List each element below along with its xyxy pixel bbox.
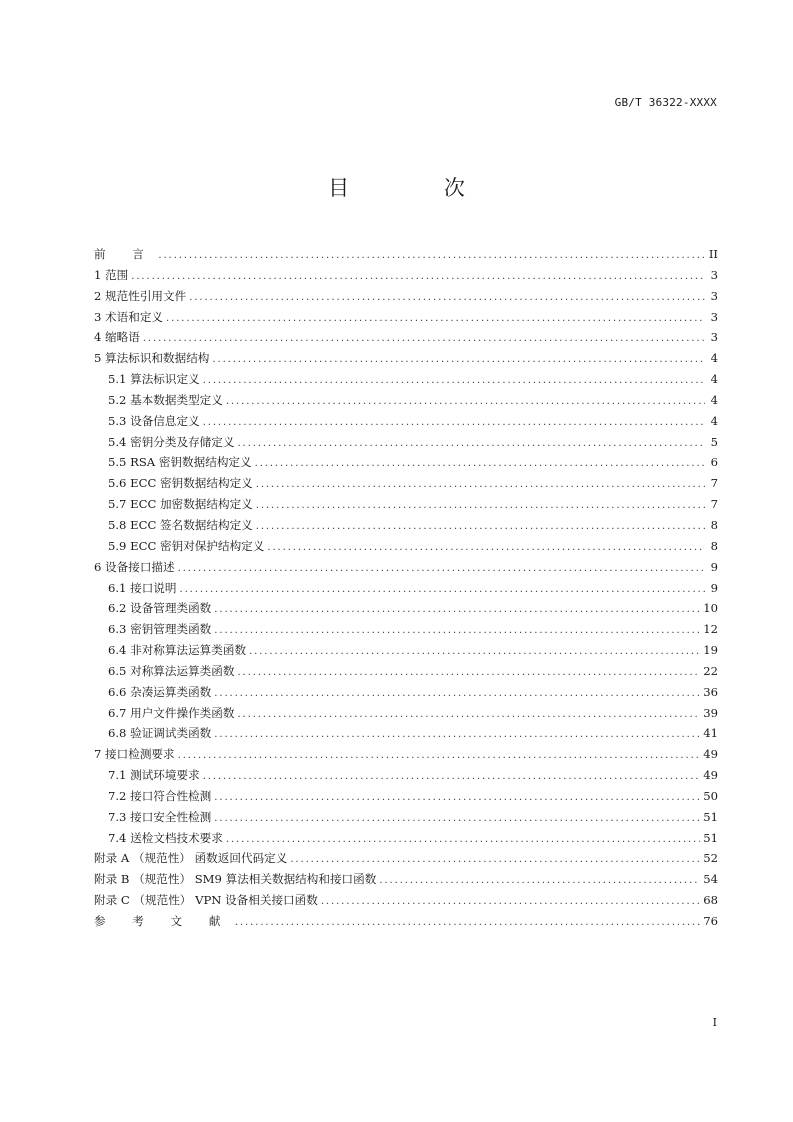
toc-entry-page: 7	[710, 476, 718, 491]
toc-entry-page: 7	[710, 497, 718, 512]
toc-entry-page: II	[708, 247, 718, 261]
toc-leader-dots	[249, 642, 700, 661]
toc-entry-label: 5.3 设备信息定义	[108, 413, 200, 428]
toc-entry[interactable]	[94, 369, 718, 390]
toc-leader-dots	[178, 746, 701, 765]
toc-entry[interactable]	[94, 598, 718, 619]
toc-entry-page: 54	[703, 872, 718, 887]
toc-entry-page: 9	[710, 559, 718, 574]
toc-entry-page: 9	[710, 580, 718, 595]
toc-leader-dots	[214, 725, 700, 744]
toc-entry[interactable]	[94, 557, 718, 578]
toc-entry-page: 41	[703, 726, 718, 741]
toc-leader-dots	[379, 871, 700, 890]
toc-entry[interactable]	[94, 348, 718, 369]
toc-entry[interactable]	[94, 265, 718, 286]
toc-entry[interactable]	[94, 911, 718, 932]
toc-entry[interactable]	[94, 432, 718, 453]
toc-leader-dots	[214, 621, 700, 640]
toc-entry-label: 5.6 ECC 密钥数据结构定义	[108, 476, 253, 491]
toc-entry-page: 3	[710, 288, 718, 303]
toc-entry-page: 4	[710, 392, 718, 407]
toc-entry[interactable]	[94, 473, 718, 494]
toc-entry-label: 附录 C （规范性） VPN 设备相关接口函数	[94, 893, 318, 908]
toc-entry-page: 22	[703, 663, 718, 678]
toc-leader-dots	[256, 517, 705, 536]
toc-entry-label: 5.8 ECC 签名数据结构定义	[108, 517, 253, 532]
toc-entry-label: 附录 A （规范性） 函数返回代码定义	[94, 851, 288, 866]
toc-entry[interactable]	[94, 786, 718, 807]
toc-entry[interactable]	[94, 286, 718, 307]
toc-entry-label: 4 缩略语	[94, 330, 140, 345]
page-title: 目 次	[328, 176, 509, 200]
toc-leader-dots	[226, 392, 705, 411]
toc-entry-page: 3	[710, 330, 718, 345]
toc-leader-dots	[290, 850, 700, 869]
toc-entry-label: 6.8 验证调试类函数	[108, 726, 212, 741]
toc-entry-page: 3	[710, 309, 718, 324]
toc-entry-page: 4	[710, 413, 718, 428]
toc-entry-label: 5.5 RSA 密钥数据结构定义	[108, 455, 252, 470]
toc-entry-label: 7.3 接口安全性检测	[108, 809, 212, 824]
toc-entry-page: 5	[710, 434, 718, 449]
toc-entry-page: 4	[710, 351, 718, 366]
toc-entry-label: 6.2 设备管理类函数	[108, 601, 212, 616]
toc-leader-dots	[203, 767, 701, 786]
toc-leader-dots	[214, 600, 700, 619]
toc-entry-page: 49	[703, 768, 718, 783]
toc-leader-dots	[131, 267, 705, 286]
toc-entry-page: 12	[703, 622, 718, 637]
toc-entry-label: 5 算法标识和数据结构	[94, 351, 210, 366]
toc-entry-page: 51	[703, 830, 718, 845]
toc-leader-dots	[214, 809, 700, 828]
toc-leader-dots	[166, 309, 705, 328]
toc-entry-page: 68	[703, 893, 718, 908]
toc-leader-dots	[214, 684, 700, 703]
toc-entry-label: 6.3 密钥管理类函数	[108, 622, 212, 637]
toc-entry-page: 50	[703, 788, 718, 803]
toc-entry[interactable]	[94, 828, 718, 849]
toc-entry[interactable]	[94, 848, 718, 869]
toc-leader-dots	[203, 413, 705, 432]
toc-leader-dots	[158, 246, 705, 265]
toc-entry[interactable]	[94, 578, 718, 599]
toc-leader-dots	[267, 538, 705, 557]
toc-entry-label: 参 考 文 献	[94, 914, 232, 928]
toc-entry-label: 1 范围	[94, 267, 129, 282]
standard-code: GB/T 36322-XXXX	[614, 96, 717, 109]
toc-entry-label: 5.1 算法标识定义	[108, 372, 200, 387]
toc-leader-dots	[237, 434, 705, 453]
toc-entry-label: 前 言	[94, 247, 156, 261]
toc-entry[interactable]	[94, 619, 718, 640]
toc-entry-page: 8	[710, 517, 718, 532]
toc-leader-dots	[189, 288, 705, 307]
toc-entry[interactable]	[94, 765, 718, 786]
toc-leader-dots	[237, 705, 700, 724]
toc-entry[interactable]	[94, 703, 718, 724]
toc-entry-label: 7.2 接口符合性检测	[108, 788, 212, 803]
toc-entry-label: 7.1 测试环境要求	[108, 768, 200, 783]
toc-entry-label: 7.4 送检文档技术要求	[108, 830, 223, 845]
page-number: I	[712, 1016, 717, 1029]
toc-entry-page: 39	[703, 705, 718, 720]
toc-entry[interactable]	[94, 411, 718, 432]
toc-leader-dots	[237, 663, 700, 682]
toc-entry[interactable]	[94, 661, 718, 682]
toc-leader-dots	[235, 913, 700, 932]
toc-entry-page: 19	[703, 643, 718, 658]
toc-entry[interactable]	[94, 452, 718, 473]
toc-leader-dots	[256, 496, 705, 515]
toc-entry[interactable]	[94, 390, 718, 411]
toc-entry-label: 6.1 接口说明	[108, 580, 177, 595]
toc-leader-dots	[178, 559, 705, 578]
toc-entry-label: 7 接口检测要求	[94, 747, 175, 762]
toc-entry[interactable]	[94, 494, 718, 515]
toc-entry-label: 5.7 ECC 加密数据结构定义	[108, 497, 253, 512]
toc-leader-dots	[212, 350, 705, 369]
toc-entry-page: 51	[703, 809, 718, 824]
toc-entry-page: 6	[710, 455, 718, 470]
toc-entry-label: 附录 B （规范性） SM9 算法相关数据结构和接口函数	[94, 872, 377, 887]
toc-entry[interactable]	[94, 890, 718, 911]
toc-entry[interactable]	[94, 682, 718, 703]
toc-entry-page: 10	[703, 601, 718, 616]
table-of-contents	[94, 244, 718, 932]
toc-entry-label: 6.4 非对称算法运算类函数	[108, 643, 247, 658]
toc-entry-label: 2 规范性引用文件	[94, 288, 187, 303]
toc-leader-dots	[203, 371, 705, 390]
toc-entry[interactable]	[94, 515, 718, 536]
toc-entry-label: 6.7 用户文件操作类函数	[108, 705, 235, 720]
toc-entry-label: 5.2 基本数据类型定义	[108, 392, 223, 407]
toc-entry-page: 4	[710, 372, 718, 387]
toc-entry[interactable]	[94, 307, 718, 328]
toc-leader-dots	[256, 475, 705, 494]
toc-leader-dots	[226, 830, 700, 849]
toc-leader-dots	[214, 788, 700, 807]
toc-entry-label: 3 术语和定义	[94, 309, 164, 324]
toc-entry[interactable]	[94, 744, 718, 765]
toc-entry-label: 5.4 密钥分类及存储定义	[108, 434, 235, 449]
toc-entry-label: 6.6 杂凑运算类函数	[108, 684, 212, 699]
toc-entry-page: 52	[703, 851, 718, 866]
toc-entry-page: 36	[703, 684, 718, 699]
toc-entry[interactable]	[94, 723, 718, 744]
toc-entry-page: 76	[703, 914, 718, 928]
toc-entry[interactable]	[94, 536, 718, 557]
toc-leader-dots	[321, 892, 700, 911]
toc-leader-dots	[143, 329, 705, 348]
toc-entry[interactable]	[94, 640, 718, 661]
toc-entry[interactable]	[94, 807, 718, 828]
toc-entry-page: 8	[710, 538, 718, 553]
toc-entry-page: 49	[703, 747, 718, 762]
toc-entry-label: 6 设备接口描述	[94, 559, 175, 574]
toc-leader-dots	[180, 580, 706, 599]
toc-entry-label: 5.9 ECC 密钥对保护结构定义	[108, 538, 265, 553]
toc-entry[interactable]	[94, 869, 718, 890]
toc-entry[interactable]	[94, 244, 718, 265]
toc-entry-label: 6.5 对称算法运算类函数	[108, 663, 235, 678]
toc-entry-page: 3	[710, 267, 718, 282]
toc-entry[interactable]	[94, 327, 718, 348]
toc-leader-dots	[255, 454, 705, 473]
